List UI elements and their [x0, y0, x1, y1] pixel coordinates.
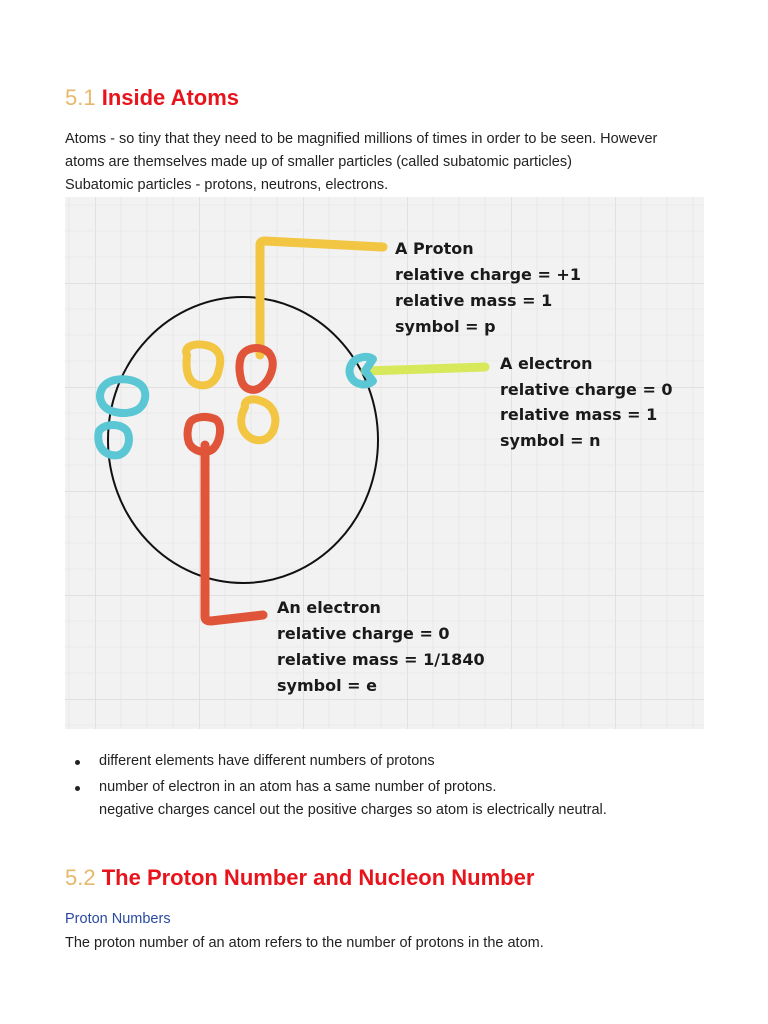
- proton-label-line: A Proton: [395, 239, 474, 258]
- electron-label-line: relative mass = 1/1840: [277, 650, 485, 669]
- atom-diagram-svg: [65, 197, 704, 729]
- neutron-label-line: symbol = n: [500, 431, 601, 450]
- section-heading-proton-number: [65, 864, 534, 892]
- section-number: 5.2: [65, 865, 96, 890]
- intro-line: Subatomic particles - protons, neutrons, electrons.: [65, 177, 389, 193]
- neutron-label-line: relative charge = 0: [500, 380, 673, 399]
- proton-label-line: relative charge = +1: [395, 265, 581, 284]
- proton-label-line: relative mass = 1: [395, 291, 553, 310]
- section-title: Inside Atoms: [101, 85, 240, 110]
- electron-particle: [350, 357, 374, 384]
- proton-label-line: symbol = p: [395, 317, 496, 336]
- atom-diagram: [65, 197, 704, 729]
- electron-label-line: relative charge = 0: [277, 624, 450, 643]
- intro-line: atoms are themselves made up of smaller particles (called subatomic particles): [65, 154, 572, 170]
- electron-label-line: symbol = e: [277, 676, 377, 695]
- bullet-dot-icon: [75, 760, 80, 765]
- neutron-label-line: A electron: [500, 354, 593, 373]
- list-item-text: number of electron in an atom has a same number of protons.: [99, 779, 497, 795]
- list-item: [99, 776, 768, 822]
- section-title: The Proton Number and Nucleon Number: [101, 865, 535, 890]
- bullet-list: [65, 750, 768, 825]
- section-number: 5.1: [65, 85, 96, 110]
- subheading-proton-numbers: Proton Numbers: [65, 911, 171, 927]
- intro-paragraph: [65, 128, 725, 197]
- neutron-leader-line: [365, 367, 485, 371]
- bullet-dot-icon: [75, 786, 80, 791]
- section-heading-inside-atoms: [65, 84, 239, 112]
- proton-number-paragraph: The proton number of an atom refers to the number of protons in the atom.: [65, 935, 544, 951]
- list-item-text: different elements have different numbers of protons: [99, 753, 435, 769]
- list-item: [99, 750, 768, 773]
- intro-line: Atoms - so tiny that they need to be magnified millions of times in order to be seen. However: [65, 131, 658, 147]
- electron-label-line: An electron: [277, 598, 381, 617]
- list-item-text: negative charges cancel out the positive charges so atom is electrically neutral.: [99, 802, 607, 818]
- neutron-label-line: relative mass = 1: [500, 405, 658, 424]
